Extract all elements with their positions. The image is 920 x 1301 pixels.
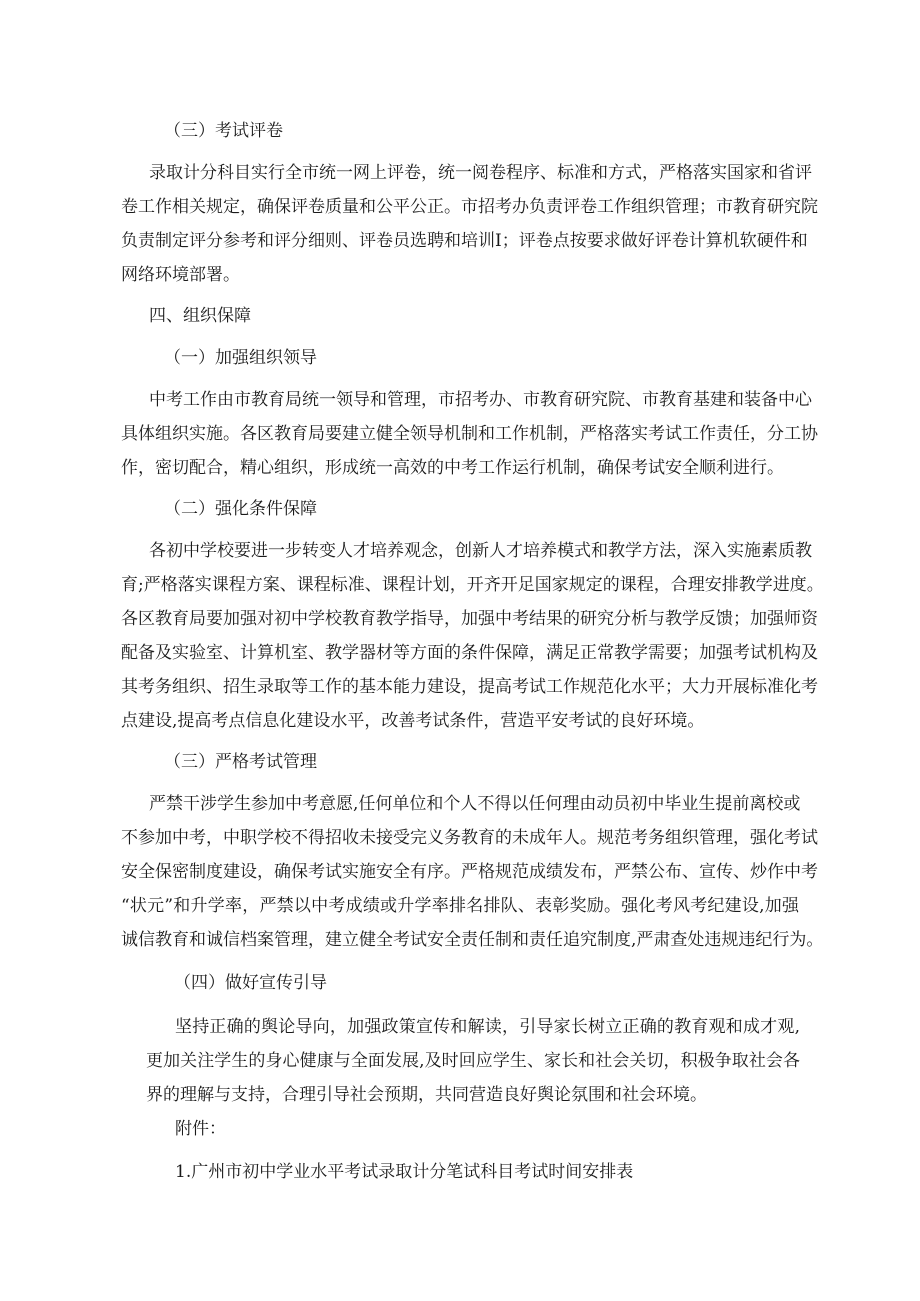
paragraph-line: 配备及实验室、计算机室、教学器材等方面的条件保障，满足正常教学需要；加强考试机构及 [121, 643, 818, 663]
paragraph-line: “状元”和升学率，严禁以中考成绩或升学率排名排队、表彰奖励。强化考风考纪建设,加强 [121, 896, 799, 916]
paragraph-line: 严禁干涉学生参加中考意愿,任何单位和个人不得以任何理由动员初中毕业生提前离校或 [149, 794, 801, 814]
heading-conditions: （二）强化条件保障 [164, 499, 317, 519]
heading-leadership: （一）加强组织领导 [164, 348, 317, 368]
heading-exam-grading: （三）考试评卷 [164, 121, 283, 141]
paragraph-line: 各初中学校要进一步转变人才培养观念，创新人才培养模式和教学方法，深入实施素质教 [149, 541, 812, 561]
paragraph-line: 具体组织实施。各区教育局要建立健全领导机制和工作机制，严格落实考试工作责任，分工协 [121, 424, 818, 444]
paragraph-line: 中考工作由市教育局统一领导和管理，市招考办、市教育研究院、市教育基建和装备中心 [149, 390, 812, 410]
paragraph-line: 作，密切配合，精心组织，形成统一高效的中考工作运行机制，确保考试安全顺利进行。 [121, 458, 784, 478]
paragraph-line: 其考务组织、招生录取等工作的基本能力建设，提高考试工作规范化水平；大力开展标准化考 [121, 677, 818, 697]
paragraph-line: 负责制定评分参考和评分细则、评卷员选聘和培训Ⅰ；评卷点按要求做好评卷计算机软硬件和 [121, 231, 808, 251]
heading-section-4: 四、组织保障 [149, 306, 251, 326]
paragraph-line: 点建设,提高考点信息化建设水平，改善考试条件，营造平安考试的良好环境。 [121, 711, 705, 731]
paragraph-line: 界的理解与支持，合理引导社会预期，共同营造良好舆论氛围和社会环境。 [146, 1085, 707, 1105]
paragraph-line: 网络环境部署。 [121, 265, 240, 285]
heading-management: （三）严格考试管理 [164, 752, 317, 772]
paragraph-line: 安全保密制度建设，确保考试实施安全有序。严格规范成绩发布，严禁公布、宣传、炒作中考 [121, 862, 818, 882]
paragraph-line: 更加关注学生的身心健康与全面发展,及时回应学生、家长和社会关切，积极争取社会各 [146, 1051, 800, 1071]
paragraph-line: 卷工作相关规定，确保评卷质量和公平公正。市招考办负责评卷工作组织管理；市教育研究院 [121, 197, 818, 217]
paragraph-line: 育;严格落实课程方案、课程标准、课程计划，开齐开足国家规定的课程，合理安排教学进度。 [121, 575, 824, 595]
attachment-item: 1.广州市初中学业水平考试录取计分笔试科目考试时间安排表 [175, 1162, 634, 1182]
paragraph-line: 不参加中考，中职学校不得招收未接受完义务教育的未成年人。规范考务组织管理，强化考试 [121, 828, 818, 848]
paragraph-line: 诚信教育和诚信档案管理，建立健全考试安全责任制和责任追究制度,严肃查处违规违纪行为。 [121, 930, 824, 950]
paragraph-line: 录取计分科目实行全市统一网上评卷，统一阅卷程序、标准和方式，严格落实国家和省评 [149, 163, 812, 183]
heading-publicity: （四）做好宣传引导 [174, 973, 327, 993]
attachment-label: 附件： [175, 1119, 226, 1139]
paragraph-line: 各区教育局要加强对初中学校教育教学指导，加强中考结果的研究分析与教学反馈；加强师资 [121, 609, 818, 629]
paragraph-line: 坚持正确的舆论导向，加强政策宣传和解读，引导家长树立正确的教育观和成才观, [175, 1017, 800, 1037]
